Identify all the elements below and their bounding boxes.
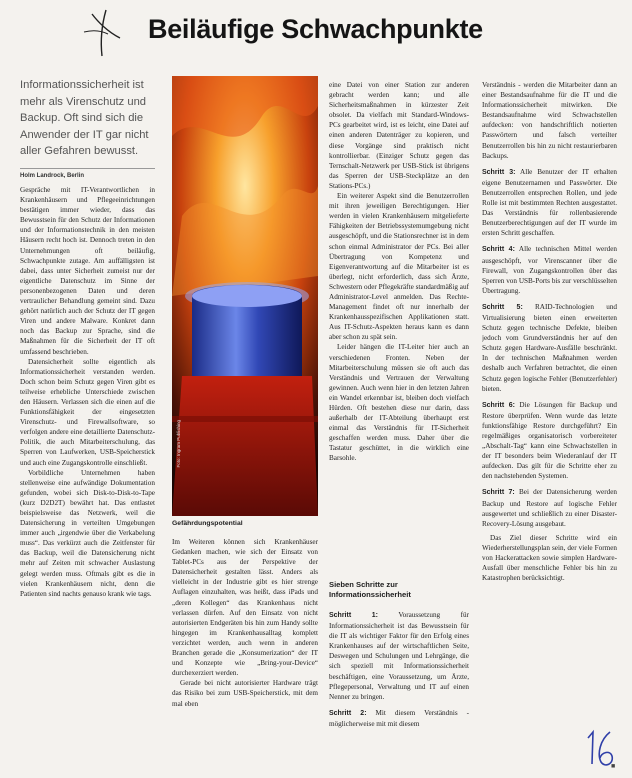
step-label: Schritt 1: <box>329 612 379 619</box>
paragraph: Vorbildliche Unternehmen haben stellenweise eine aufwändige Dokumentation gefunden, wobei sich Disk-to-Disk-to-Tape (kurz D2D2T) bewährt hat. Das entlastet beispielsweise das Netzwerk, weil die Datensicherung in verteilten Umgebungen immer auch „irgendwie über die Verkabelung muss“. Das verkürzt auch die Zeitfenster für das Backup, weil die Datensicherung nicht mehr auf Zeiten mit schwacher Auslastung gelegt werden muss. Oftmals gibt es die in vielen Krankenhäusern nicht, denn die Patienten sind nachts genauso krank wie tags. <box>20 468 155 598</box>
sidebar-heading: Sieben Schritte zur Informationssicherheit <box>329 580 411 599</box>
step-label: Schritt 5: <box>482 303 523 311</box>
paragraph: Verständnis - werden die Mitarbeiter dann an einer Bestandsaufnahme für die IT und die Informationssicherheit mitwirken. Die Bestandsaufnahme wird Schwachstellen aufdecken: von handschriftlich notierten Passwörtern und falsch verteilter Benutzerrollen bis hin zu nicht restaurierbaren Backups. <box>482 81 617 160</box>
sidebar-steps-left <box>329 610 469 768</box>
publication-logo-icon <box>78 8 126 60</box>
step-label: Schritt 6: <box>482 401 515 409</box>
article-title: Beiläufige Schwachpunkte <box>148 14 483 44</box>
paragraph: Ein weiterer Aspekt sind die Benutzerrollen mit ihren jeweiligen Berechtigungen. Hier werden in vielen Krankenhäusern mitgelieferte Fähigkeiten der Betriebssystemumgebung nicht ausgeschöpft, und die Stationsrechner ist in dem schon einmal Administrator der PCs. Bei aller Übertragung von Kompetenz und Eigenverantwortung auf die Mitarbeiter ist es überlegt, nicht erforderlich, dass sich Ärzte, Schwestern oder Pflegekräfte standardmäßig auf Administrator-Level anmelden. Das Rechte-Management findet oft nur innerhalb der Krankenhausspezifischen Applikationen statt. Aus IT-Schutz-Aspekten heraus kann es dann aber schon zu spät sein. <box>329 192 469 342</box>
step-text: Bei der Datensicherung werden Backup und Restore auf logische Fehler ausgewertet und schließlich zu einer Disaster-Recovery-Lösung ausgebaut. <box>482 488 617 528</box>
column-3 <box>329 80 469 576</box>
column-1 <box>20 185 155 765</box>
step-label: Schritt 2: <box>329 709 367 717</box>
photo-credit: Foto: Ingram Publishing <box>176 420 181 468</box>
step-6 <box>482 400 617 482</box>
step-text: Alle technischen Mittel werden ausgeschöpft, vor Virenscanner über die Firewall, von Zugangskontrollen über das Sperren von USB-Ports bis zur verschlüsselten Übertragung. <box>482 245 617 295</box>
paragraph: Im Weiteren können sich Krankenhäuser Gedanken machen, wie sich der Einsatz von Tablet-PCs aus der Perspektive der Datensicherheit gestalten lässt. Anders als vielleicht in der Industrie gibt es hier strenge Auflagen einzuhalten, was heißt, dass iPads und „deren Kollegen“ das Krankenhaus nicht verlassen dürfen. Auf den Einsatz von nicht autorisierten Endgeräten bis hin zum Handy sollte hingegen im Krankenhausalltag komplett verzichtet werden, auch wenn in anderen Branchen gerade die „Konsumerization“ der IT und Konzepte wie „Bring-your-Device“ durchexerziert werden. <box>172 538 318 678</box>
step-text: Voraussetzung für Informationssicherheit ist das Bewusstsein für die IT als wichtiger Faktor für den Erfolg eines Krankenhauses auf der wirtschaftlichen Seite, Deswegen und Schulungen und Lehrgänge, die sich speziell mit Informationssicherheit beschäftigen, eine Voraussetzung, um Ärzte, Pflegepersonal, Verwaltung und IT auf einen Nenner zu bringen. <box>329 611 469 701</box>
step-text: Mit diesem Verständnis - möglicherweise mit mit diesem <box>329 708 469 728</box>
step-5 <box>482 302 617 394</box>
step-label: Schritt 3: <box>482 168 516 176</box>
paragraph: Gespräche mit IT-Verantwortlichen in Krankenhäusern und Pflegeeinrichtungen bestätigen immer wieder, dass das Bewusstsein für den Schutz der Informationen und der Informationstechnik in den meisten Häusern recht hoch ist. Dennoch treten in den Unternehmungen oft beiläufig, Schwachpunkte zutage. Am auffälligsten ist dabei, dass unter Sicherheit zumeist nur der eigentliche Datenschutz im Sinne der personenbezogenen Daten und deren vertraulicher Behandlung gemeint sind. Dazu gehört natürlich auch der Schutz der IT gegen Viren und andere Malware. Konkret dann noch das Backup zur Sprache, sind die Maßnahmen für die Sicherheit der IT oft umfassend beschrieben. <box>20 186 155 356</box>
step-7 <box>482 487 617 528</box>
corner-mark: ■ <box>611 763 616 770</box>
paragraph: Datensicherheit sollte eigentlich als Informationssicherheit verstanden werden. Doch schon beim Schutz gegen Viren gibt es teilweise erhebliche Unterschiede zwischen den Häusern. Verlassen sich die einen auf die Funktionsfähigkeit der eingesetzten Virenschutz- und Firewallsoftware, so verfolgen andere eine detaillierte Datenschutz-Politik, die auch Mitarbeiterschulung, das Sperren von Laufwerken, USB-Speicherstick und auch eine Zugangskontrolle einschließt. <box>20 357 155 467</box>
photo-caption: Gefährdungspotential <box>172 520 243 527</box>
step-4 <box>482 244 617 295</box>
step-2 <box>329 708 469 729</box>
step-text: Die Lösungen für Backup und Restore überprüfen. Wenn wurde das letzte funktionsfähige Restore durchgeführt? Ein regelmäßiges organisatorisch vorbereiteter „Abschalt-Tag“ kann eine Schwachstellen in der IT besonders beim Wiederanlauf der IT aufdecken. Das gilt für die Schritte eher zu den nachstehenden Systemen. <box>482 400 617 481</box>
step-text: Alle Benutzer der IT erhalten eigene Benutzernamen und Passwörter. Die Benutzerrollen entsprechen Rollen, und jede Rolle ist mit bestimmten Rechten ausgestattet. Das Verständnis für rollenbasierende Benutzerberechtigungen auf der IT wurde im ersten Schritt geschaffen. <box>482 167 617 238</box>
column-4 <box>482 80 617 760</box>
step-3 <box>482 167 617 239</box>
paragraph: Leider hängen die IT-Leiter hier auch an verschiedenen Fronten. Neben der Mitarbeiterschulung müssen sie oft auch das Verständnis und Vertrauen der Verwaltung gewinnen. Auch wenn hier in den letzten Jahren ein Wandel erkennbar ist, bleiben doch vielfach Hürden. Oft bestehen diese nur darin, dass außerhalb der IT-Abteilung überhaupt erst einmal das Verständnis für IT-Sicherheit geschaffen werden muss. Daher über die Tastatur geschüttet, in die wirklich eine Barsohle. <box>329 343 469 463</box>
step-text: RAID-Technologien und Virtualisierung bieten einen erweiterten Schutz gegen technische Defekte, bleiben jedoch vom Grundverständnis her auf den Schutz gegen Hardware-Ausfälle beschränkt. In der technischen Maßnahmen werden deshalb auch Verfahren betrachtet, die einen Schutz gegen logische Fehler (Benutzerfehler) bieten. <box>482 302 617 393</box>
paragraph: eine Datei von einer Station zur anderen gebracht werden kann; und alle Sicherheitsmaßnahmen in kürzester Zeit obsolet. Da vielfach mit Standard-Windows-PCs gearbeitet wird, ist es leicht, eine Datei auf einen anderen Datenträger zu kopieren, und diese Vorgänge sind praktisch nicht kontrollierbar. (Einziger Schutz gegen das Ternschalt-Netzwerk per USB-Stick ist übrigens das Sperren der USB-Steckplätze an den Stations-PCs.) <box>329 81 469 190</box>
paragraph: Das Ziel dieser Schritte wird ein Wiederherstellungsplan sein, der viele Formen von Hackerattacken sowie simplen Hardware-Ausfall über menschliche Fehler bis hin zu Katastrophen berücksichtigt. <box>482 533 617 583</box>
author-byline: Holm Landrock, Berlin <box>20 173 85 179</box>
divider <box>20 168 155 169</box>
column-2 <box>172 537 318 762</box>
paragraph: Gerade bei nicht autorisierter Hardware trägt das Risiko bei zum USB-Speicherstick, mit dem mal eben <box>172 679 318 708</box>
step-label: Schritt 4: <box>482 246 515 254</box>
step-label: Schritt 7: <box>482 489 515 497</box>
intro-teaser: Informationssicherheit ist mehr als Virenschutz und Backup. Oft sind sich die Anwender der IT gar nicht aller Gefahren bewusst. <box>20 79 149 157</box>
step-1 <box>329 610 469 702</box>
emergency-light-photo <box>172 76 318 516</box>
